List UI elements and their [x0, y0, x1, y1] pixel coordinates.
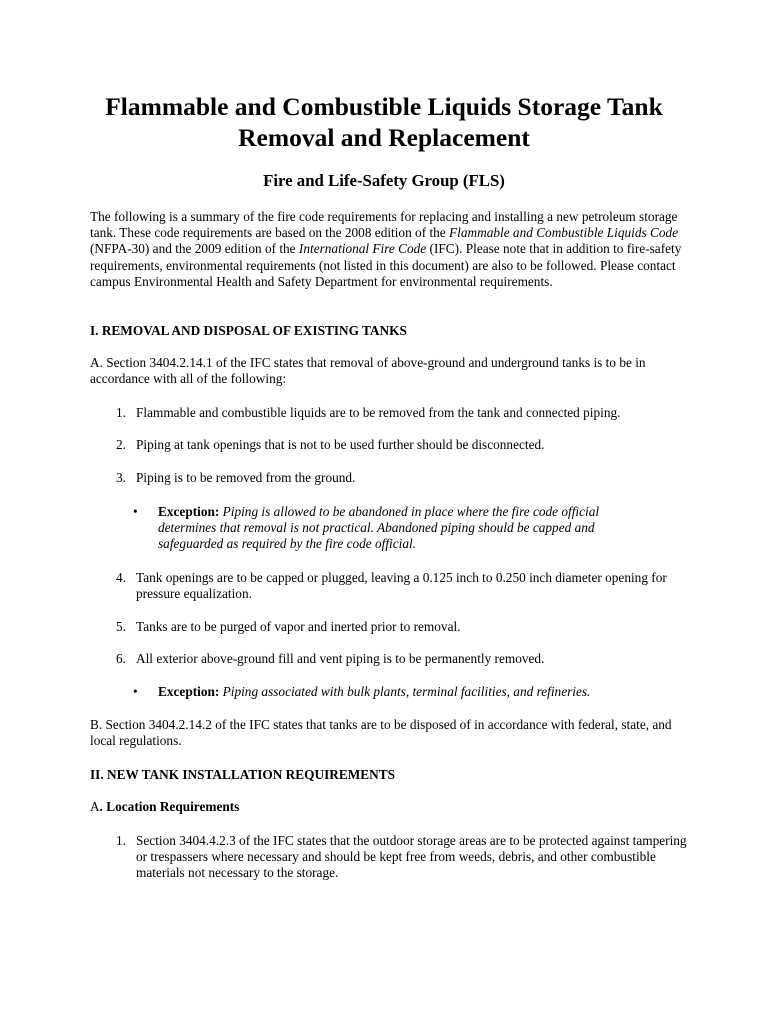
section-2-heading: II. NEW TANK INSTALLATION REQUIREMENTS — [90, 767, 396, 782]
document-page: Flammable and Combustible Liquids Storage Tank Removal and Replacement Fire and Life-Safety Group (FLS) The following is a summary of the fire code requirements for replacing and installing a new petroleum storage tank. These code requirements are based on the 2008 edition of the Flammable and Combustible Liquids Code (NFPA-30) and the 2009 edition of the International Fire Code (IFC). Please note that in addition to fire-safety requirements, environmental requirements (not listed in this document) are also to be followed. Please contact campus Environmental Health and Safety Department for environmental requirements. I. REMOVAL AND DISPOSAL OF EXISTING TANKS A. Section 3404.2.14.1 of the IFC states that removal of above-ground and underground tanks is to be in accordance with all of the following: 1. Flammable and combustible liquids are to be removed from the tank and connected piping. 2. Piping at tank openings that is not to be used further should be disconnected. 3. Piping is to be removed from the ground. • Exception: Piping is allowed to be abandoned in place where the fire code official determines that removal is not practical. Abandoned piping should be capped and safeguarded as required by the fire code official. 4. Tank openings are to be capped or plugged, leaving a 0.125 inch to 0.250 inch diameter opening for pressure equalization. 5. Tanks are to be purged of vapor and inerted prior to removal. 6. All exterior above-ground fill and vent piping is to be permanently removed. • Exception: Piping associated with bulk plants, terminal facilities, and refineries. B. Section 3404.2.14.2 of the IFC states that tanks are to be disposed of in accordance with federal, state, and local regulations. II. NEW TANK INSTALLATION REQUIREMENTS A. Location Requirements 1. Section 3404.4.2.3 of the IFC states that the outdoor storage areas are to be protected against tampering or trespassers where necessary and should be kept free from weeds, debris, and other combustible materials not necessary to the storage. — [0, 0, 768, 1024]
title-line-1: Flammable and Combustible Liquids Storage Tank — [105, 92, 663, 121]
intro-paragraph: The following is a summary of the fire code requirements for replacing and installing a new petroleum storage tank. These code requirements are based on the 2008 edition of the Flammable and Combustible Liquids Code (NFPA-30) and the 2009 edition of the International Fire Code (IFC). Please note that in addition to fire-safety requirements, environmental requirements (not listed in this document) are also to be followed. Please contact campus Environmental Health and Safety Department for environmental requirements. — [90, 209, 682, 289]
section-1-a-paragraph: A. Section 3404.2.14.1 of the IFC states that removal of above-ground and underground tanks is to be in accordance with all of the following: — [90, 355, 646, 387]
title-line-2: Removal and Replacement — [238, 123, 530, 152]
document-title — [60, 91, 708, 153]
exception-text: Piping is allowed to be abandoned in place where the fire code official determines that removal is not practical. Abandoned piping should be capped and safeguarded as required by the fire code official. — [158, 504, 600, 552]
ifc-title: International Fire Code — [298, 241, 427, 257]
bullet-icon: • — [133, 684, 138, 699]
exception-text: Piping associated with bulk plants, terminal facilities, and refineries. — [222, 684, 591, 699]
document-subtitle: Fire and Life-Safety Group (FLS) — [263, 171, 505, 190]
exception-label: Exception: — [158, 684, 220, 699]
location-requirements-heading: A. Location Requirements — [90, 799, 240, 814]
bullet-icon: • — [133, 504, 138, 519]
section-1-heading: I. REMOVAL AND DISPOSAL OF EXISTING TANKS — [90, 323, 407, 338]
nfpa-title: Flammable and Combustible Liquids Code — [449, 225, 679, 241]
section-1-b-paragraph: B. Section 3404.2.14.2 of the IFC states that tanks are to be disposed of in accordance with federal, state, and local regulations. — [90, 717, 672, 749]
exception-label: Exception: — [158, 504, 220, 519]
